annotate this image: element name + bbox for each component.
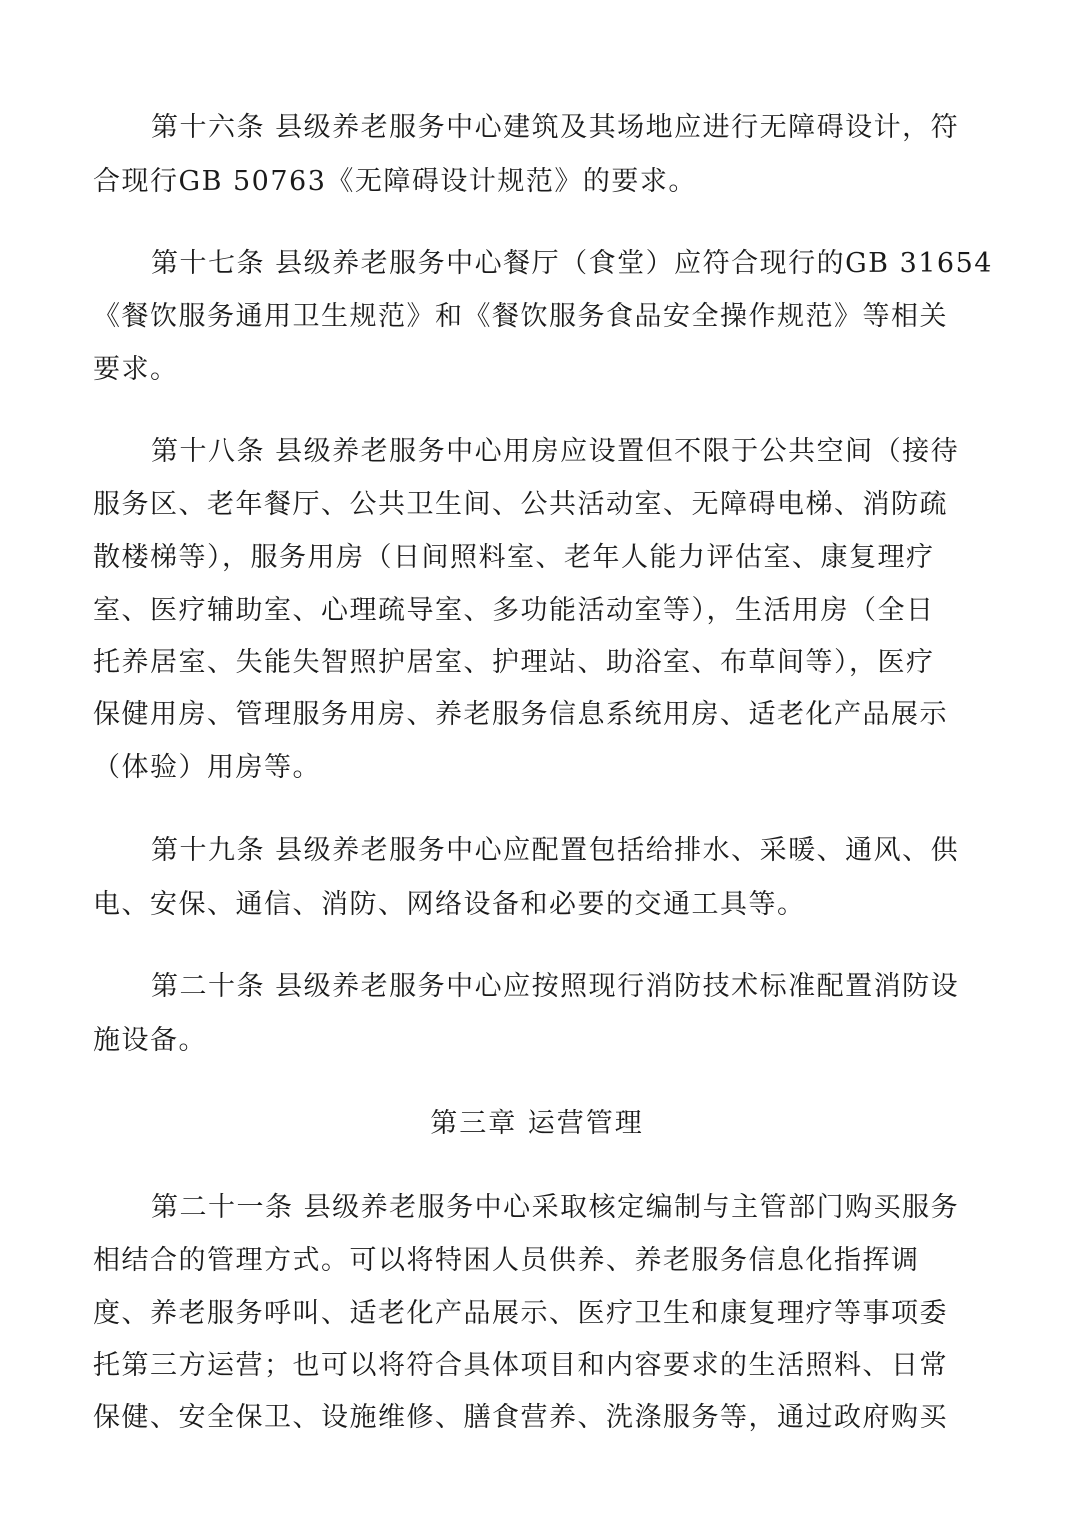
article-21-line-4: 托第三方运营；也可以将符合具体项目和内容要求的生活照料、日常 (93, 1350, 948, 1381)
article-16-line-2: 合现行GB 50763《无障碍设计规范》的要求。 (93, 166, 697, 197)
article-17-line-1: 第十七条 县级养老服务中心餐厅（食堂）应符合现行的GB 31654 (151, 248, 993, 279)
article-19-line-2: 电、安保、通信、消防、网络设备和必要的交通工具等。 (93, 889, 806, 920)
article-21-line-1: 第二十一条 县级养老服务中心采取核定编制与主管部门购买服务 (151, 1192, 960, 1223)
article-18-line-1: 第十八条 县级养老服务中心用房应设置但不限于公共空间（接待 (151, 436, 960, 467)
article-18-line-4: 室、医疗辅助室、心理疏导室、多功能活动室等），生活用房（全日 (93, 595, 935, 626)
article-18-line-2: 服务区、老年餐厅、公共卫生间、公共活动室、无障碍电梯、消防疏 (93, 489, 948, 520)
chapter-heading: 第三章 运营管理 (430, 1108, 644, 1139)
article-21-line-3: 度、养老服务呼叫、适老化产品展示、医疗卫生和康复理疗等事项委 (93, 1298, 948, 1329)
article-18-line-5: 托养居室、失能失智照护居室、护理站、助浴室、布草间等），医疗 (93, 647, 935, 678)
article-17-line-2: 《餐饮服务通用卫生规范》和《餐饮服务食品安全操作规范》等相关 (93, 301, 948, 332)
article-17-line-3: 要求。 (93, 354, 179, 385)
article-21-line-5: 保健、安全保卫、设施维修、膳食营养、洗涤服务等，通过政府购买 (93, 1402, 948, 1433)
article-16-line-1: 第十六条 县级养老服务中心建筑及其场地应进行无障碍设计，符 (151, 112, 960, 143)
article-21-line-2: 相结合的管理方式。可以将特困人员供养、养老服务信息化指挥调 (93, 1245, 920, 1276)
article-18-line-7: （体验）用房等。 (93, 752, 321, 783)
article-20-line-2: 施设备。 (93, 1025, 207, 1056)
article-19-line-1: 第十九条 县级养老服务中心应配置包括给排水、采暖、通风、供 (151, 835, 960, 866)
article-20-line-1: 第二十条 县级养老服务中心应按照现行消防技术标准配置消防设 (151, 971, 960, 1002)
article-18-line-3: 散楼梯等），服务用房（日间照料室、老年人能力评估室、康复理疗 (93, 542, 935, 573)
article-18-line-6: 保健用房、管理服务用房、养老服务信息系统用房、适老化产品展示 (93, 699, 948, 730)
